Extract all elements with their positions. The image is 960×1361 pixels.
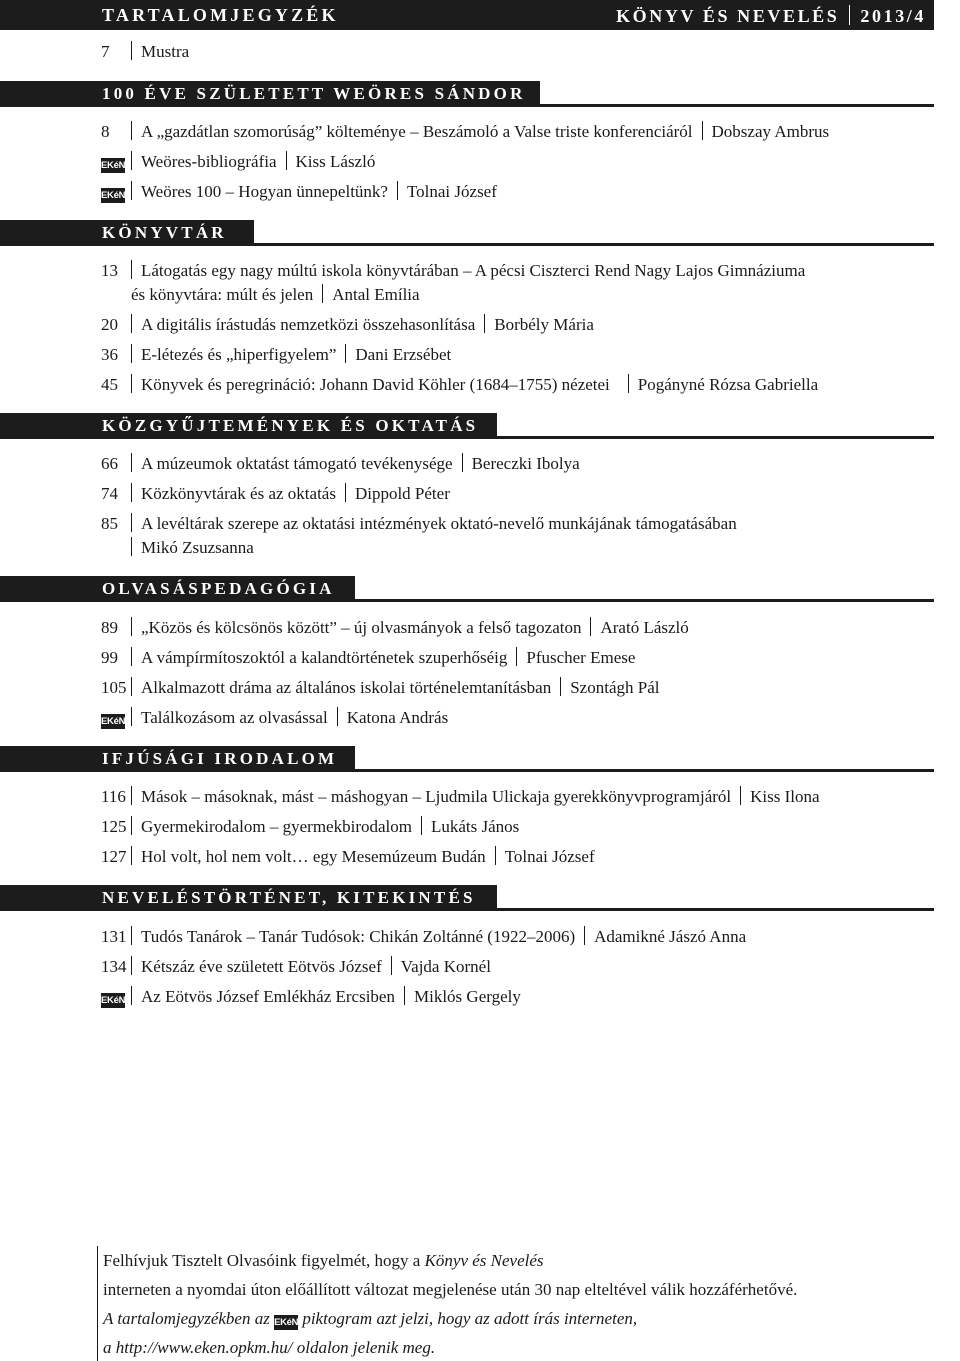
entry-author: Borbély Mária — [494, 315, 594, 334]
separator — [131, 617, 132, 636]
entry-author: Kiss László — [295, 152, 376, 171]
entry-title: Látogatás egy nagy múltú iskola könyvtárában – A pécsi Ciszterci Rend Nagy Lajos Gimnáziuma — [141, 261, 806, 280]
page-number: 105 — [101, 678, 127, 697]
separator — [397, 181, 398, 200]
separator — [131, 260, 132, 279]
separator — [131, 537, 132, 556]
separator — [131, 956, 132, 975]
toc-entry — [101, 785, 820, 809]
page-number: 7 — [101, 42, 110, 61]
section-header-weores — [0, 81, 934, 109]
separator — [740, 786, 741, 805]
separator — [584, 926, 585, 945]
eken-badge: EKéN — [101, 716, 126, 727]
entry-title: Kétszáz éve született Eötvös József — [141, 957, 382, 976]
toc-entry — [101, 180, 497, 204]
entry-title: Tudós Tanárok – Tanár Tudósok: Chikán Zoltánné (1922–2006) — [141, 927, 576, 946]
toc-entry — [101, 259, 805, 307]
separator — [131, 374, 132, 393]
entry-author: Dobszay Ambrus — [711, 122, 830, 141]
entry-author: Dani Erzsébet — [355, 345, 452, 364]
footer-line-1 — [103, 1246, 917, 1275]
header-bar — [0, 0, 934, 30]
separator — [131, 707, 132, 726]
toc-entry — [101, 343, 451, 367]
separator — [702, 121, 703, 140]
separator — [131, 41, 132, 60]
page-number: 45 — [101, 375, 118, 394]
toc-entry — [101, 706, 448, 730]
toc-entry — [101, 676, 659, 700]
journal-issue — [616, 5, 926, 27]
entry-author: Dippold Péter — [354, 484, 450, 503]
toc-entry-mustra — [101, 40, 189, 64]
section-title: 100 ÉVE SZÜLETETT WEÖRES SÁNDOR — [102, 84, 526, 103]
entry-title: Hol volt, hol nem volt… egy Mesemúzeum Budán — [141, 847, 486, 866]
separator — [391, 956, 392, 975]
separator — [404, 986, 405, 1005]
toc-entry — [101, 815, 519, 839]
toc-heading: TARTALOMJEGYZÉK — [102, 5, 339, 25]
footer-text: A tartalomjegyzékben az — [103, 1309, 275, 1328]
eken-badge: EKéN — [101, 160, 126, 171]
eken-badge: EKéN — [274, 1317, 299, 1328]
toc-entry — [101, 955, 491, 979]
page-number: 99 — [101, 648, 118, 667]
journal-title-italic: Könyv és Nevelés — [424, 1251, 544, 1270]
page-number: 134 — [101, 957, 127, 976]
entry-title: Weöres 100 – Hogyan ünnepeltünk? — [141, 182, 388, 201]
entry-title: Az Eötvös József Emlékház Ercsiben — [141, 987, 395, 1006]
separator — [516, 647, 517, 666]
footer-line-4: a http://www.eken.opkm.hu/ oldalon jelenik meg. — [103, 1338, 436, 1357]
entry-title: Gyermekirodalom – gyermekbirodalom — [141, 817, 412, 836]
page-number: 89 — [101, 618, 118, 637]
separator — [421, 816, 422, 835]
entry-title: A digitális írástudás nemzetközi összehasonlítása — [141, 315, 476, 334]
separator — [131, 986, 132, 1005]
separator — [131, 483, 132, 502]
entry-author: Tolnai József — [504, 847, 595, 866]
toc-entry — [101, 313, 594, 337]
page-number: 125 — [101, 817, 127, 836]
page-number: 127 — [101, 847, 127, 866]
entry-title-continued: és könyvtára: múlt és jelen — [131, 285, 314, 304]
page-number: 13 — [101, 261, 118, 280]
separator — [131, 816, 132, 835]
footer-line-2: interneten a nyomdai úton előállított változat megjelenése után 30 nap elteltével válik hozzáférhetővé. — [103, 1280, 798, 1299]
toc-entry — [101, 452, 580, 476]
entry-author: Adamikné Jászó Anna — [594, 927, 747, 946]
entry-title: Alkalmazott dráma az általános iskolai történelemtanításban — [141, 678, 552, 697]
separator — [484, 314, 485, 333]
page-number: 66 — [101, 454, 118, 473]
entry-title: Mustra — [141, 42, 190, 61]
entry-title: A múzeumok oktatást támogató tevékenysége — [141, 454, 453, 473]
entry-author: Antal Emília — [332, 285, 420, 304]
entry-author: Mikó Zsuzsanna — [141, 538, 254, 557]
entry-title: „Közös és kölcsönös között” – új olvasmányok a felső tagozaton — [141, 618, 582, 637]
section-header-olvasaspedagogia — [0, 576, 934, 604]
entry-author: Kiss Ilona — [750, 787, 820, 806]
separator — [462, 453, 463, 472]
entry-title: E-létezés és „hiperfigyelem” — [141, 345, 337, 364]
page-number: 116 — [101, 787, 126, 806]
separator — [131, 677, 132, 696]
section-header-ifjusagi-irodalom — [0, 746, 934, 774]
separator — [131, 513, 132, 532]
section-header-kozgyujtemenyek — [0, 413, 934, 441]
entry-title: Találkozásom az olvasással — [141, 708, 328, 727]
section-title: NEVELÉSTÖRTÉNET, KITEKINTÉS — [102, 888, 476, 907]
entry-author: Miklós Gergely — [413, 987, 521, 1006]
separator — [131, 453, 132, 472]
entry-title: A levéltárak szerepe az oktatási intézmények oktató-nevelő munkájának támogatásában — [141, 514, 737, 533]
separator — [337, 707, 338, 726]
journal-title: KÖNYV ÉS NEVELÉS — [616, 6, 840, 26]
separator — [131, 121, 132, 140]
page-number: 36 — [101, 345, 118, 364]
footer-text: Felhívjuk Tisztelt Olvasóink figyelmét, hogy a — [103, 1251, 425, 1270]
section-title: OLVASÁSPEDAGÓGIA — [102, 579, 335, 598]
separator — [849, 5, 850, 25]
toc-entry — [101, 482, 450, 506]
toc-entry — [101, 616, 689, 640]
separator — [131, 181, 132, 200]
entry-author: Katona András — [346, 708, 449, 727]
toc-entry — [101, 985, 521, 1009]
page-number: 131 — [101, 927, 127, 946]
entry-title: Közkönyvtárak és az oktatás — [141, 484, 336, 503]
page-number: 20 — [101, 315, 118, 334]
toc-entry — [101, 120, 829, 144]
entry-author: Szontágh Pál — [570, 678, 660, 697]
section-header-neveleststortenet — [0, 885, 934, 913]
toc-entry — [101, 150, 375, 174]
section-title: KÖZGYŰJTEMÉNYEK ÉS OKTATÁS — [102, 416, 479, 435]
separator — [131, 647, 132, 666]
separator — [131, 926, 132, 945]
entry-title: Mások – másoknak, mást – máshogyan – Ljudmila Ulickaja gyerekkönyvprogramjáról — [141, 787, 732, 806]
separator — [131, 151, 132, 170]
section-header-konyvtar — [0, 220, 934, 248]
entry-title: A „gazdátlan szomorúság” költeménye – Beszámoló a Valse triste konferenciáról — [141, 122, 693, 141]
separator — [131, 786, 132, 805]
entry-author: Pogányné Rózsa Gabriella — [637, 375, 819, 394]
toc-entry — [101, 845, 595, 869]
separator — [131, 344, 132, 363]
separator — [131, 846, 132, 865]
page-number: 85 — [101, 514, 118, 533]
separator — [345, 483, 346, 502]
entry-author: Pfuscher Emese — [526, 648, 636, 667]
entry-title: Könyvek és peregrináció: Johann David Köhler (1684–1755) nézetei — [141, 375, 610, 394]
entry-author: Lukáts János — [430, 817, 520, 836]
entry-title: Weöres-bibliográfia — [141, 152, 277, 171]
toc-entry — [101, 512, 737, 560]
toc-entry — [101, 646, 635, 670]
toc-entry — [101, 925, 746, 949]
toc-entry — [101, 373, 818, 397]
footer-line-3 — [103, 1304, 917, 1333]
separator — [495, 846, 496, 865]
section-title: KÖNYVTÁR — [102, 223, 227, 242]
issue-number: 2013/4 — [860, 6, 926, 26]
entry-author: Vajda Kornél — [400, 957, 491, 976]
separator — [590, 617, 591, 636]
page-number: 74 — [101, 484, 118, 503]
separator — [628, 374, 629, 393]
eken-badge: EKéN — [101, 190, 126, 201]
section-title: IFJÚSÁGI IRODALOM — [102, 749, 338, 768]
footer-note — [97, 1246, 917, 1361]
separator — [286, 151, 287, 170]
eken-badge: EKéN — [101, 995, 126, 1006]
entry-author: Arató László — [600, 618, 689, 637]
entry-author: Bereczki Ibolya — [471, 454, 580, 473]
entry-title: A vámpírmítoszoktól a kalandtörténetek szuperhőséig — [141, 648, 508, 667]
separator — [131, 314, 132, 333]
page-number: 8 — [101, 122, 110, 141]
separator — [345, 344, 346, 363]
separator — [322, 284, 323, 303]
footer-text: piktogram azt jelzi, hogy az adott írás interneten, — [298, 1309, 638, 1328]
separator — [560, 677, 561, 696]
entry-author: Tolnai József — [406, 182, 497, 201]
